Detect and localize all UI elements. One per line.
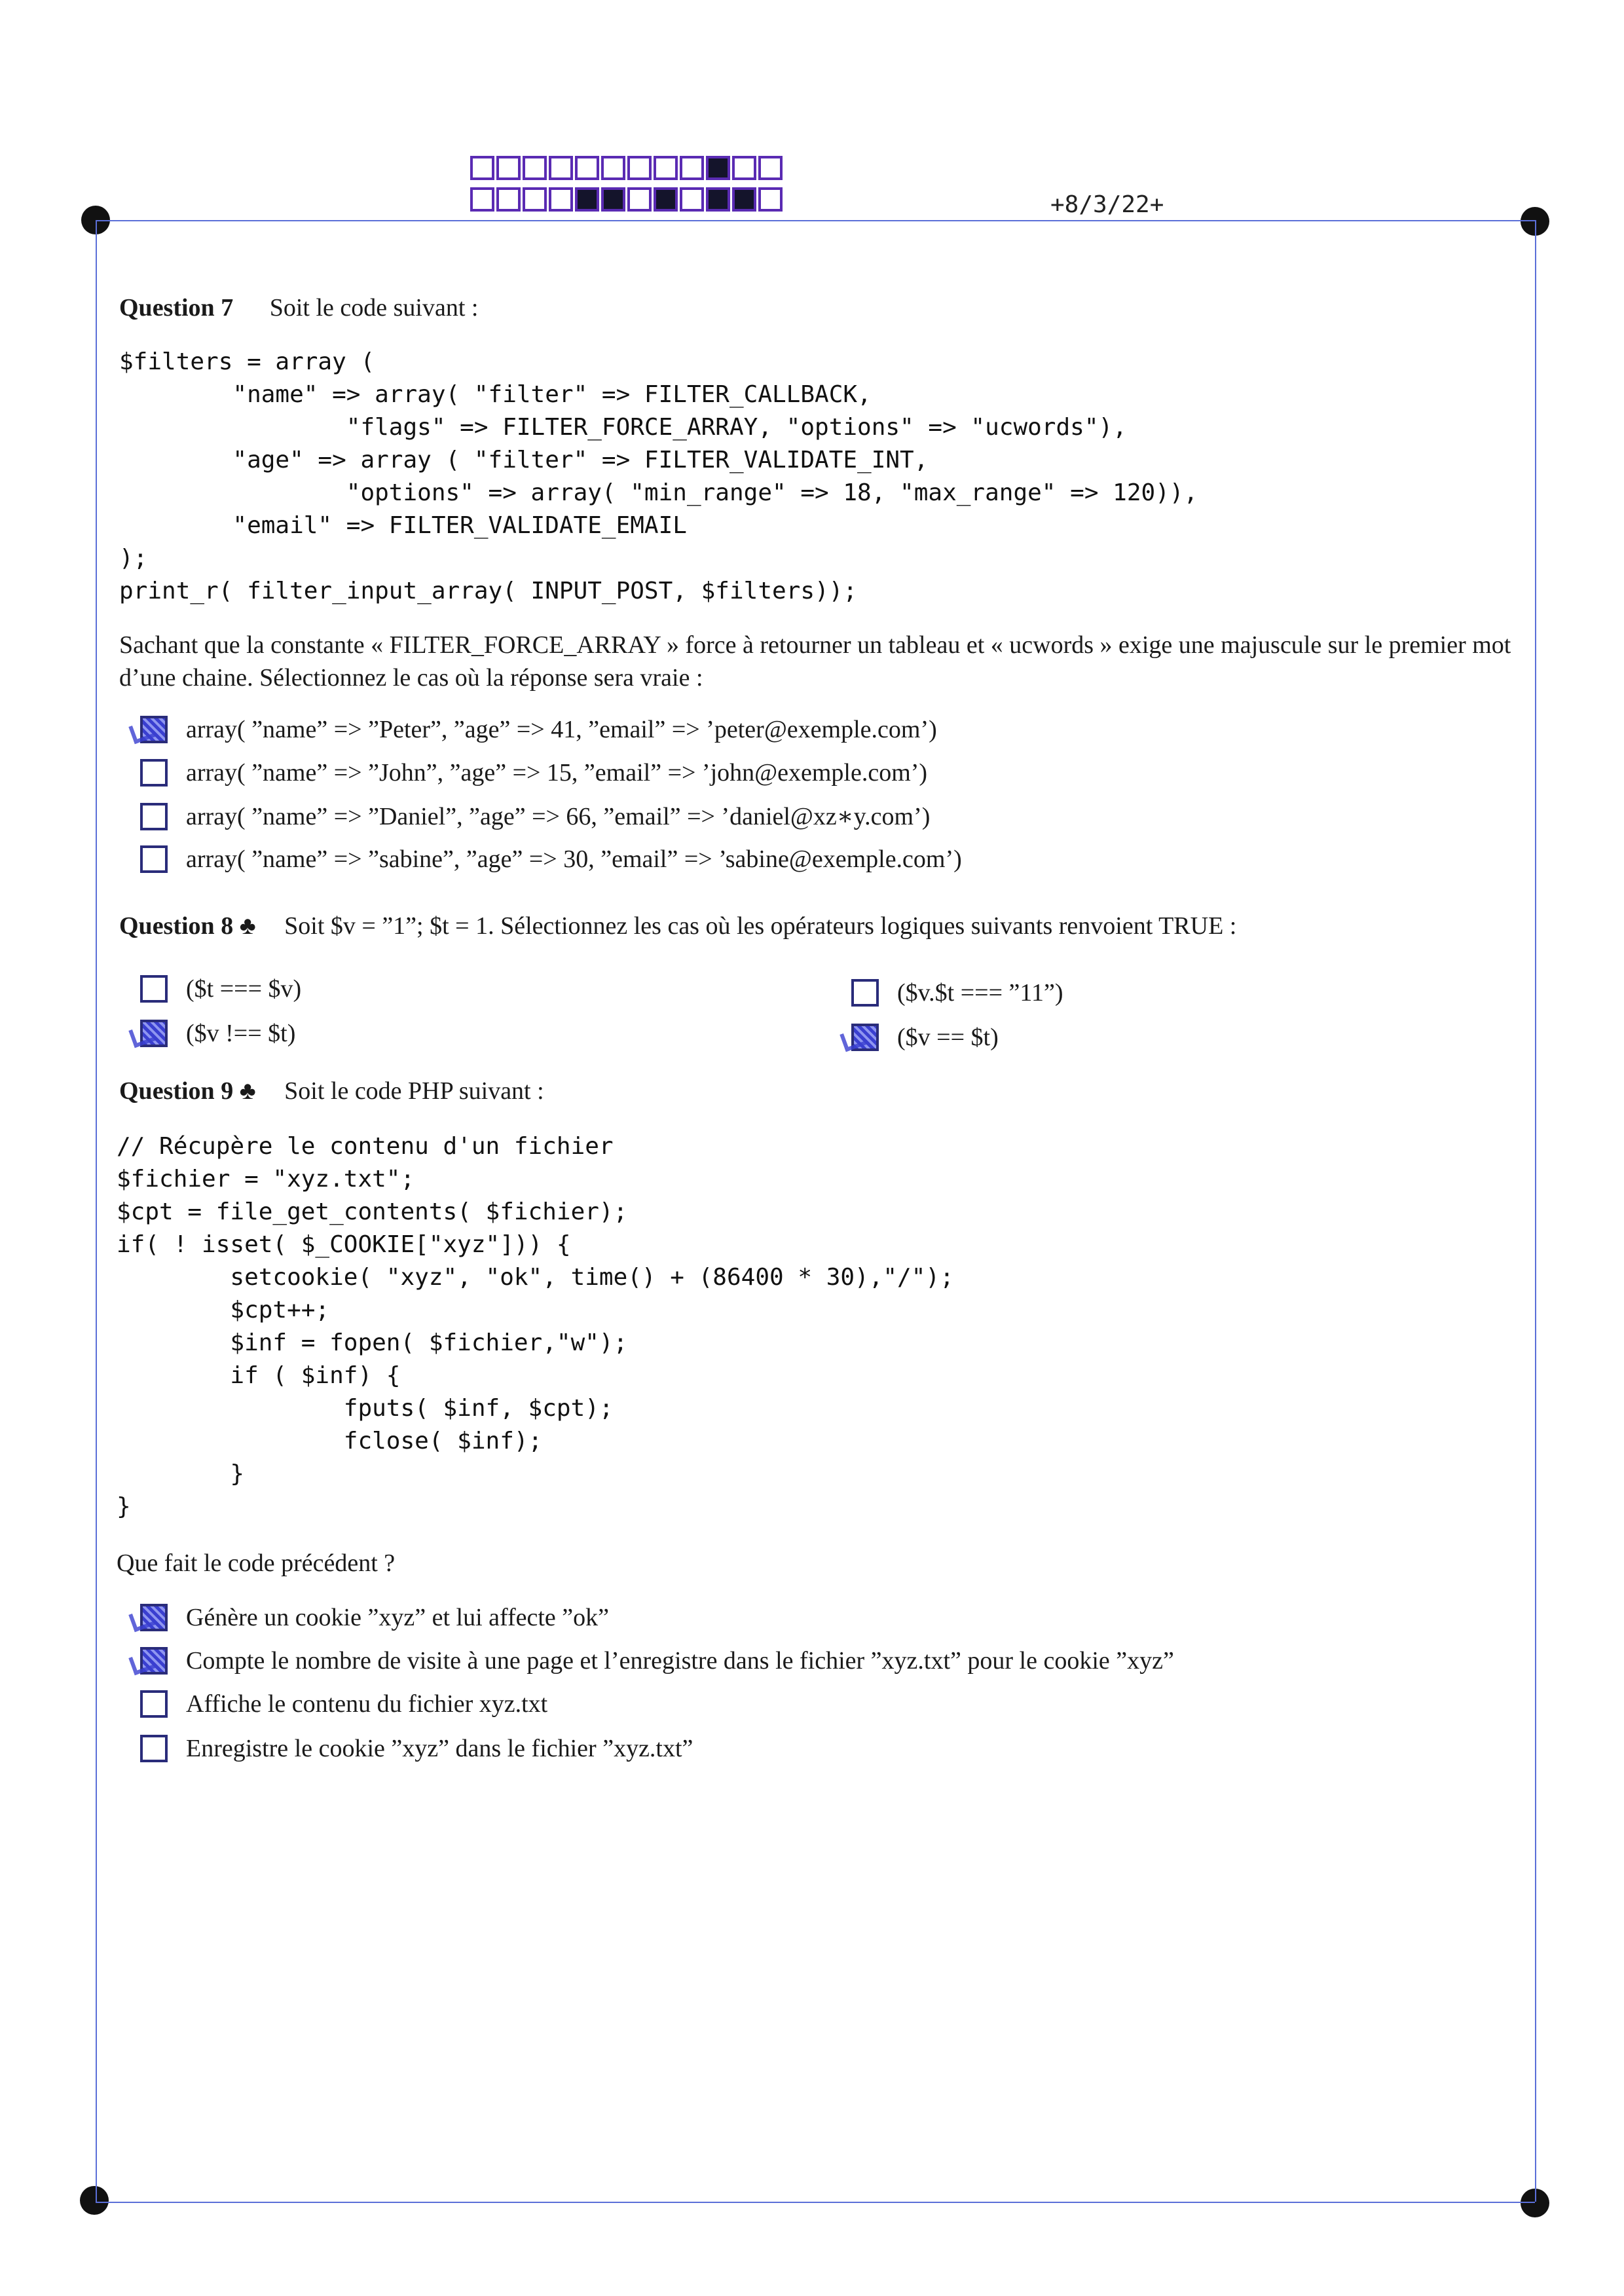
option-label: Affiche le contenu du fichier xyz.txt (186, 1690, 548, 1718)
id-code-cell (601, 187, 625, 212)
checkbox[interactable] (140, 803, 168, 830)
id-code-cell (523, 187, 547, 212)
q8-option-2[interactable] (851, 978, 1063, 1007)
option-label: Compte le nombre de visite à une page et l’enregistre dans le fichier ”xyz.txt” pour le cookie ”xyz” (186, 1647, 1174, 1675)
option-label: Enregistre le cookie ”xyz” dans le fichier ”xyz.txt” (186, 1735, 693, 1762)
q9-intro: Soit le code PHP suivant : (284, 1077, 544, 1105)
q9-option-2[interactable] (140, 1646, 1174, 1675)
checkbox[interactable] (140, 845, 168, 873)
student-id-row-1 (470, 156, 784, 180)
option-label: array( ”name” => ”Peter”, ”age” => 41, ”email” => ’peter@exemple.com’) (186, 716, 937, 743)
q9-code: // Récupère le contenu d'un fichier $fichier = "xyz.txt"; $cpt = file_get_contents( $fichier); if( ! isset( $_COOKIE["xyz"])) { setcookie( "xyz", "ok", time() + (86400 * 30),"/"); $cpt++; $inf = fopen( $fichier,"w"); if ( $inf) { fputs( $inf, $cpt); fclose( $inf); } } (117, 1133, 954, 1520)
q7-label: Question 7 (119, 294, 234, 322)
option-label: ($v !== $t) (186, 1020, 296, 1047)
id-code-cell (470, 156, 494, 180)
id-code-cell (680, 156, 704, 180)
option-label: array( ”name” => ”John”, ”age” => 15, ”email” => ’john@exemple.com’) (186, 759, 928, 787)
q7-option-2[interactable] (140, 758, 927, 787)
id-code-cell (706, 156, 730, 180)
option-label: ($v == $t) (897, 1024, 999, 1051)
q8-header (119, 912, 1236, 940)
q8-label: Question 8 (119, 912, 234, 940)
frame-top (96, 220, 1535, 221)
page-identifier: +8/3/22+ (1050, 191, 1164, 218)
id-code-cell (601, 156, 625, 180)
id-code-cell (470, 187, 494, 212)
student-id-row-2 (470, 187, 784, 212)
id-code-cell (706, 187, 730, 212)
checkbox[interactable] (140, 759, 168, 787)
q8-option-3[interactable] (140, 1019, 295, 1048)
id-code-cell (575, 156, 599, 180)
option-label: ($t === $v) (186, 975, 302, 1003)
q8-option-4[interactable] (851, 1023, 999, 1052)
q8-option-1[interactable] (140, 974, 301, 1003)
id-code-cell (549, 156, 573, 180)
q7-option-1[interactable] (140, 715, 937, 744)
corner-mark-bottom-left (80, 2186, 109, 2215)
checkbox[interactable] (140, 1735, 168, 1762)
q7-intro: Soit le code suivant : (269, 294, 479, 322)
id-code-cell (758, 156, 783, 180)
q9-question: Que fait le code précédent ? (117, 1549, 396, 1577)
id-code-cell (496, 187, 521, 212)
id-code-cell (575, 187, 599, 212)
id-code-cell (758, 187, 783, 212)
frame-bottom (96, 2202, 1535, 2203)
option-label: array( ”name” => ”Daniel”, ”age” => 66, ”email” => ’daniel@xz∗y.com’) (186, 803, 931, 830)
q7-code: $filters = array ( "name" => array( "filter" => FILTER_CALLBACK, "flags" => FILTER_FORCE_ARRAY, "options" => "ucwords"), "age" => array ( "filter" => FILTER_VALIDATE_INT, "options" => array( "min_range" => 18, "max_range" => 120)), "email" => FILTER_VALIDATE_EMAIL ); print_r( filter_input_array( INPUT_POST, $filters)); (119, 348, 1198, 604)
checkbox[interactable] (140, 716, 168, 743)
checkbox[interactable] (851, 1024, 879, 1051)
q9-option-1[interactable] (140, 1603, 609, 1632)
option-label: ($v.$t === ”11”) (897, 979, 1063, 1007)
option-label: array( ”name” => ”sabine”, ”age” => 30, ”email” => ’sabine@exemple.com’) (186, 845, 962, 873)
club-icon: ♣ (239, 912, 256, 940)
id-code-cell (654, 156, 678, 180)
q7-option-4[interactable] (140, 845, 962, 874)
id-code-cell (627, 187, 652, 212)
checkbox[interactable] (851, 979, 879, 1007)
q7-text: Sachant que la constante « FILTER_FORCE_ARRAY » force à retourner un tableau et « ucwords » exige une majuscule sur le premier mot d’une chaine. Sélectionnez le cas où la réponse sera vraie : (119, 631, 1511, 692)
id-code-cell (732, 187, 756, 212)
q9-option-3[interactable] (140, 1690, 547, 1718)
checkbox[interactable] (140, 1020, 168, 1047)
q7-header (119, 293, 478, 322)
checkbox[interactable] (140, 1604, 168, 1631)
checkbox[interactable] (140, 1690, 168, 1718)
id-code-cell (496, 156, 521, 180)
checkbox[interactable] (140, 1647, 168, 1675)
q9-header (119, 1077, 544, 1105)
id-code-cell (680, 187, 704, 212)
q9-option-4[interactable] (140, 1734, 693, 1763)
id-code-cell (627, 156, 652, 180)
q7-option-3[interactable] (140, 802, 930, 831)
option-label: Génère un cookie ”xyz” et lui affecte ”ok” (186, 1604, 609, 1631)
frame-right (1535, 220, 1536, 2202)
q8-intro: Soit $v = ”1”; $t = 1. Sélectionnez les cas où les opérateurs logiques suivants renvoient TRUE : (284, 912, 1237, 940)
id-code-cell (732, 156, 756, 180)
id-code-cell (549, 187, 573, 212)
id-code-cell (523, 156, 547, 180)
id-code-cell (654, 187, 678, 212)
club-icon: ♣ (239, 1077, 256, 1105)
checkbox[interactable] (140, 975, 168, 1003)
q9-label: Question 9 (119, 1077, 234, 1105)
frame-left (96, 220, 97, 2202)
